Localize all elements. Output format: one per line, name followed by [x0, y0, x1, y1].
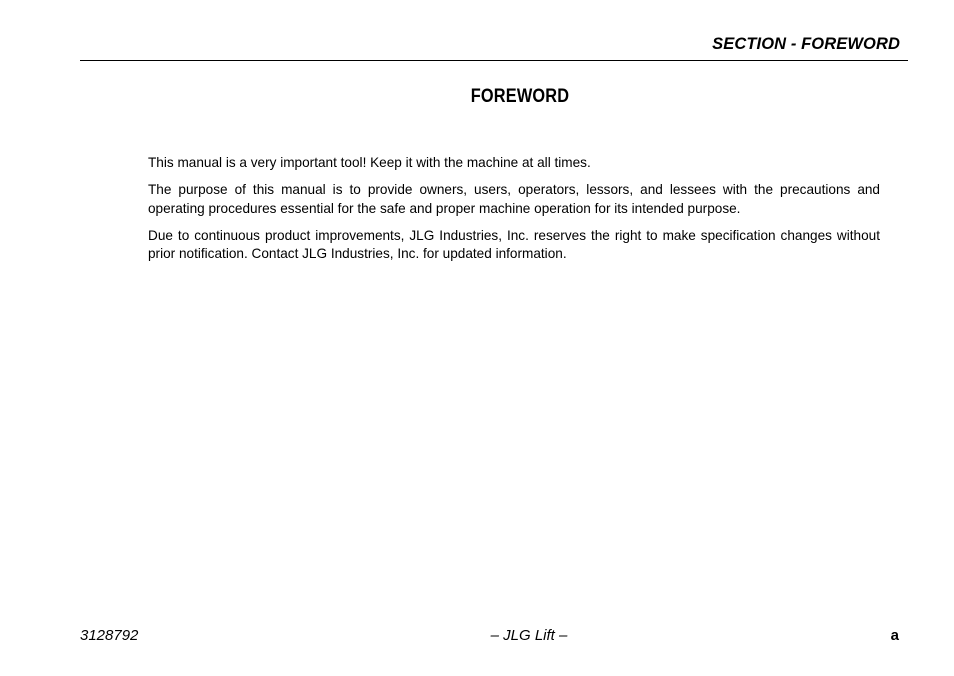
page-title: FOREWORD [470, 86, 570, 107]
paragraph-improvements: Due to continuous product improvements, JLG Industries, Inc. reserves the right to make specification changes without prior notification. Contact JLG Industries, Inc. for updated information. [148, 227, 880, 261]
paragraph-intro: This manual is a very important tool! Keep it with the machine at all times. [148, 155, 591, 170]
body-text [148, 154, 880, 272]
page-footer [80, 627, 900, 647]
footer-product-name: – JLG Lift – [490, 627, 568, 644]
paragraph-purpose: The purpose of this manual is to provide owners, users, operators, lessors, and lessees with the precautions and operating procedures essential for the safe and proper machine operation for its intended purpose. [148, 182, 880, 216]
document-number: 3128792 [80, 627, 139, 644]
section-title: SECTION - FOREWORD [712, 35, 900, 53]
page-number: a [890, 627, 899, 644]
page-header [80, 34, 908, 61]
